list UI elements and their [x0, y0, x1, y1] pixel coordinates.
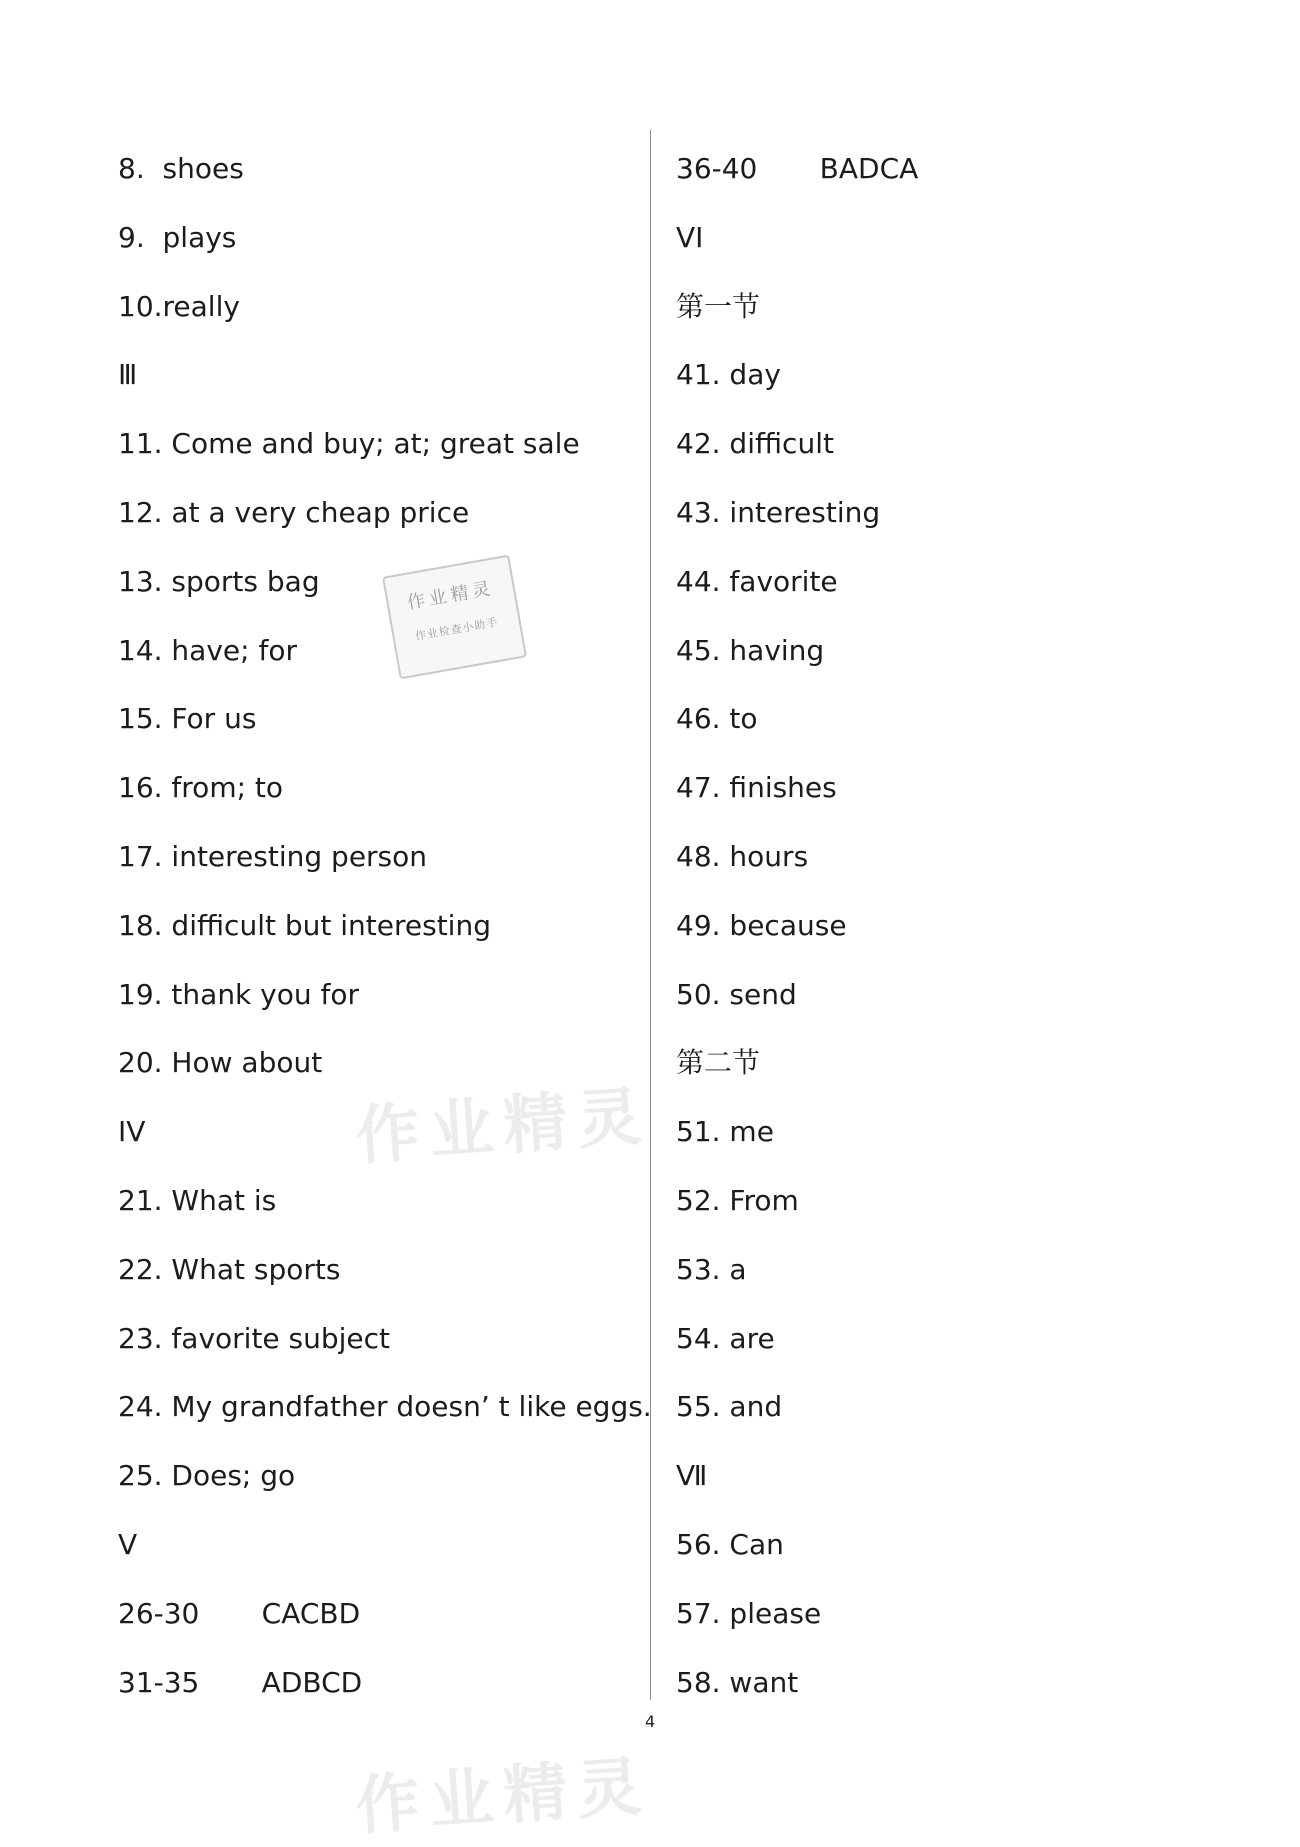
answer-line: 24. My grandfather doesn’ t like eggs. [118, 1390, 652, 1424]
column-divider [650, 130, 651, 1700]
watermark-text: 作业精灵 [353, 1079, 654, 1175]
answer-line: 12. at a very cheap price [118, 496, 470, 529]
answer-line: 41. day [676, 358, 781, 392]
answer-line: 第二节 [676, 1046, 761, 1080]
answer-line: Ⅴ [118, 1528, 138, 1561]
answer-line: 16. from; to [118, 771, 284, 805]
answer-line: 48. hours [676, 840, 809, 873]
answer-line: 55. and [676, 1390, 783, 1424]
answer-line: 26-30 CACBD [118, 1596, 361, 1630]
answer-line: 23. favorite subject [118, 1321, 391, 1355]
answer-line: 58. want [676, 1665, 799, 1699]
page-number: 4 [645, 1712, 656, 1731]
answer-line: 第一节 [676, 289, 761, 323]
answer-line: 18. difficult but interesting [118, 908, 491, 942]
answer-line: 20. How about [118, 1046, 323, 1080]
answer-line: 31-35 ADBCD [118, 1665, 363, 1699]
watermark-stamp-subtitle: 作业检查小助手 [414, 615, 500, 644]
answer-line: VI [676, 220, 704, 254]
answer-line: 52. From [676, 1184, 799, 1217]
answer-line: 15. For us [118, 702, 257, 736]
answer-line: 49. because [676, 908, 847, 942]
answer-line: 25. Does; go [118, 1459, 296, 1493]
answer-line: 42. difficult [676, 427, 834, 461]
answer-line: 8. shoes [118, 152, 244, 185]
answer-line: 22. What sports [118, 1252, 341, 1286]
answer-line: 19. thank you for [118, 977, 360, 1011]
answer-line: 13. sports bag [118, 564, 320, 598]
answer-line: Ⅲ [118, 358, 138, 392]
answer-line: 56. Can [676, 1528, 784, 1561]
answer-line: 36-40 BADCA [676, 152, 919, 185]
answer-line: 44. favorite [676, 564, 838, 598]
answer-line: 54. are [676, 1321, 775, 1355]
answer-line: 46. to [676, 702, 758, 736]
answer-line: 51. me [676, 1115, 774, 1149]
answer-line: 53. a [676, 1252, 747, 1286]
answer-line: 45. having [676, 633, 825, 667]
answer-line: Ⅶ [676, 1459, 708, 1493]
watermark-stamp [382, 555, 527, 680]
answer-line: 57. please [676, 1596, 822, 1630]
answer-line: 17. interesting person [118, 840, 428, 873]
answer-line: 9. plays [118, 220, 237, 254]
answer-line: 21. What is [118, 1184, 277, 1217]
watermark-stamp-title: 作业精灵 [405, 577, 496, 614]
answer-line: 47. finishes [676, 771, 837, 805]
watermark-text: 作业精灵 [353, 1749, 654, 1845]
answer-line: 50. send [676, 977, 797, 1011]
answer-line: 43. interesting [676, 496, 881, 529]
answer-line: IV [118, 1115, 146, 1149]
answer-line: 11. Come and buy; at; great sale [118, 427, 580, 461]
answer-line: 10.really [118, 289, 240, 323]
answer-line: 14. have; for [118, 633, 297, 667]
